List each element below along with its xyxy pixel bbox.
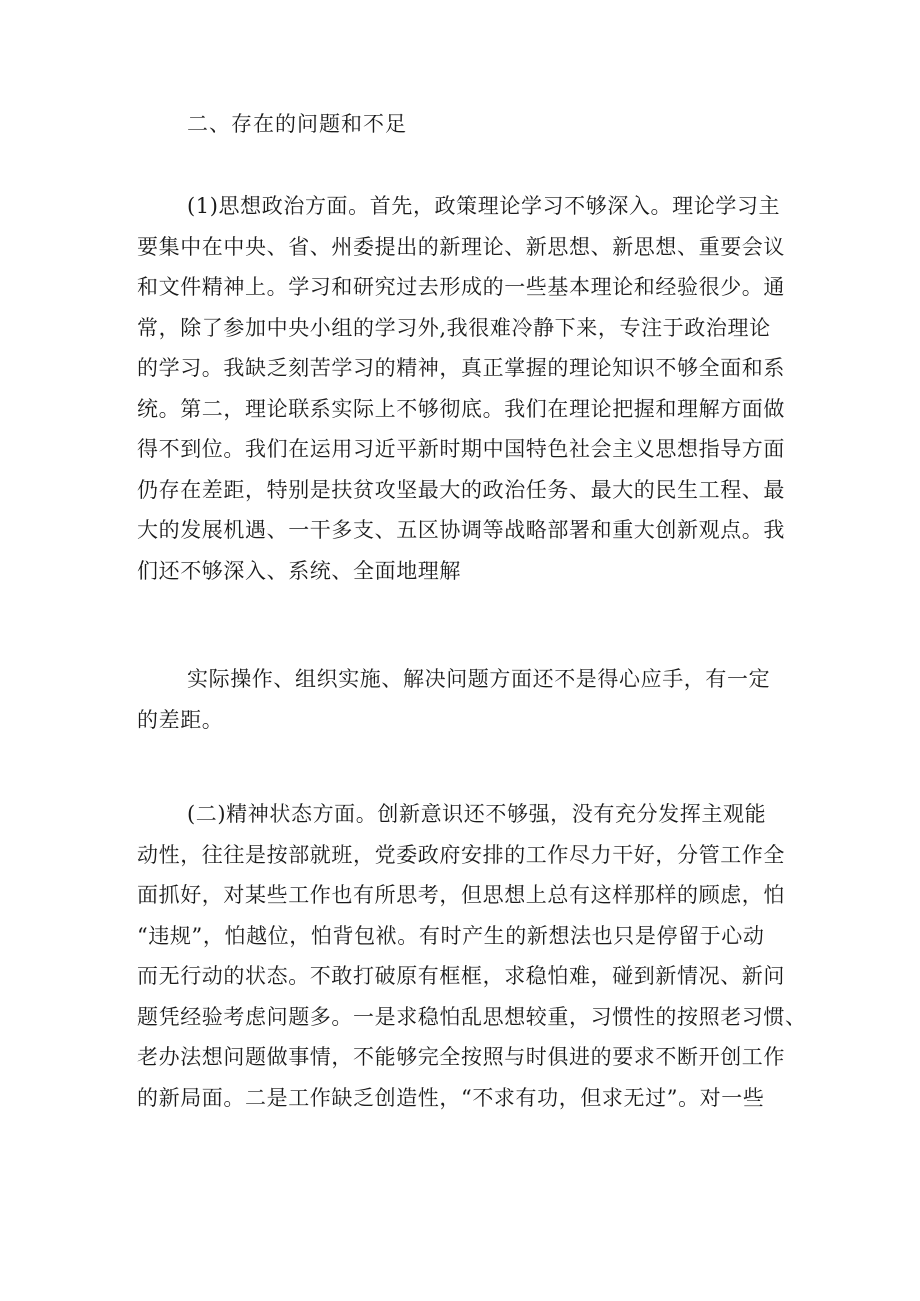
paragraph-line: 常，除了参加中央小组的学习外,我很难冷静下来，专注于政治理论 (137, 315, 771, 340)
paragraph-line: 实际操作、组织实施、解决问题方面还不是得心应手，有一定 (187, 667, 771, 691)
paragraph-line: 面抓好，对某些工作也有所思考，但思想上总有这样那样的顾虑，怕 (137, 883, 785, 907)
paragraph-line: 们还不够深入、系统、全面地理解 (137, 558, 461, 583)
paragraph-line: 和文件精神上。学习和研究过去形成的一些基本理论和经验很少。通 (137, 275, 785, 299)
paragraph-practical-operation (137, 659, 797, 740)
paragraph-line: 的新局面。二是工作缺乏创造性，“不求有功，但求无过”。对一些 (137, 1085, 765, 1110)
paragraph-line: 的差距。 (137, 707, 224, 732)
paragraph-line: 统。第二，理论联系实际上不够彻底。我们在理论把握和理解方面做 (137, 396, 785, 421)
section-heading: 二、存在的问题和不足 (187, 112, 407, 136)
paragraph-line: “违规”，怕越位，怕背包袱。有时产生的新想法也只是停留于心动 (137, 923, 765, 948)
paragraph-line: (1)思想政治方面。首先，政策理论学习不够深入。理论学习主 (187, 194, 781, 218)
paragraph-line: 得不到位。我们在运用习近平新时期中国特色社会主义思想指导方面 (137, 437, 785, 461)
paragraph-line: 大的发展机遇、一干多支、五区协调等战略部署和重大创新观点。我 (137, 518, 785, 542)
paragraph-line: 题凭经验考虑问题多。一是求稳怕乱思想较重，习惯性的按照老习惯、 (137, 1004, 807, 1029)
paragraph-line: 要集中在中央、省、州委提出的新理论、新思想、新思想、重要会议 (137, 234, 785, 259)
paragraph-line: 而无行动的状态。不敢打破原有框框，求稳怕难，碰到新情况、新问 (137, 964, 785, 988)
paragraph-line: 仍存在差距，特别是扶贫攻坚最大的政治任务、最大的民生工程、最 (137, 477, 785, 502)
paragraph-line: 动性，往往是按部就班，党委政府安排的工作尽力干好，分管工作全 (137, 842, 785, 867)
paragraph-line: 的学习。我缺乏刻苦学习的精神，真正掌握的理论知识不够全面和系 (137, 356, 785, 380)
paragraph-line: (二)精神状态方面。创新意识还不够强，没有充分发挥主观能 (187, 802, 767, 826)
paragraph-mental-state (137, 794, 807, 1118)
paragraph-ideological-political (137, 186, 797, 591)
paragraph-line: 老办法想问题做事情，不能够完全按照与时俱进的要求不断开创工作 (137, 1045, 785, 1069)
